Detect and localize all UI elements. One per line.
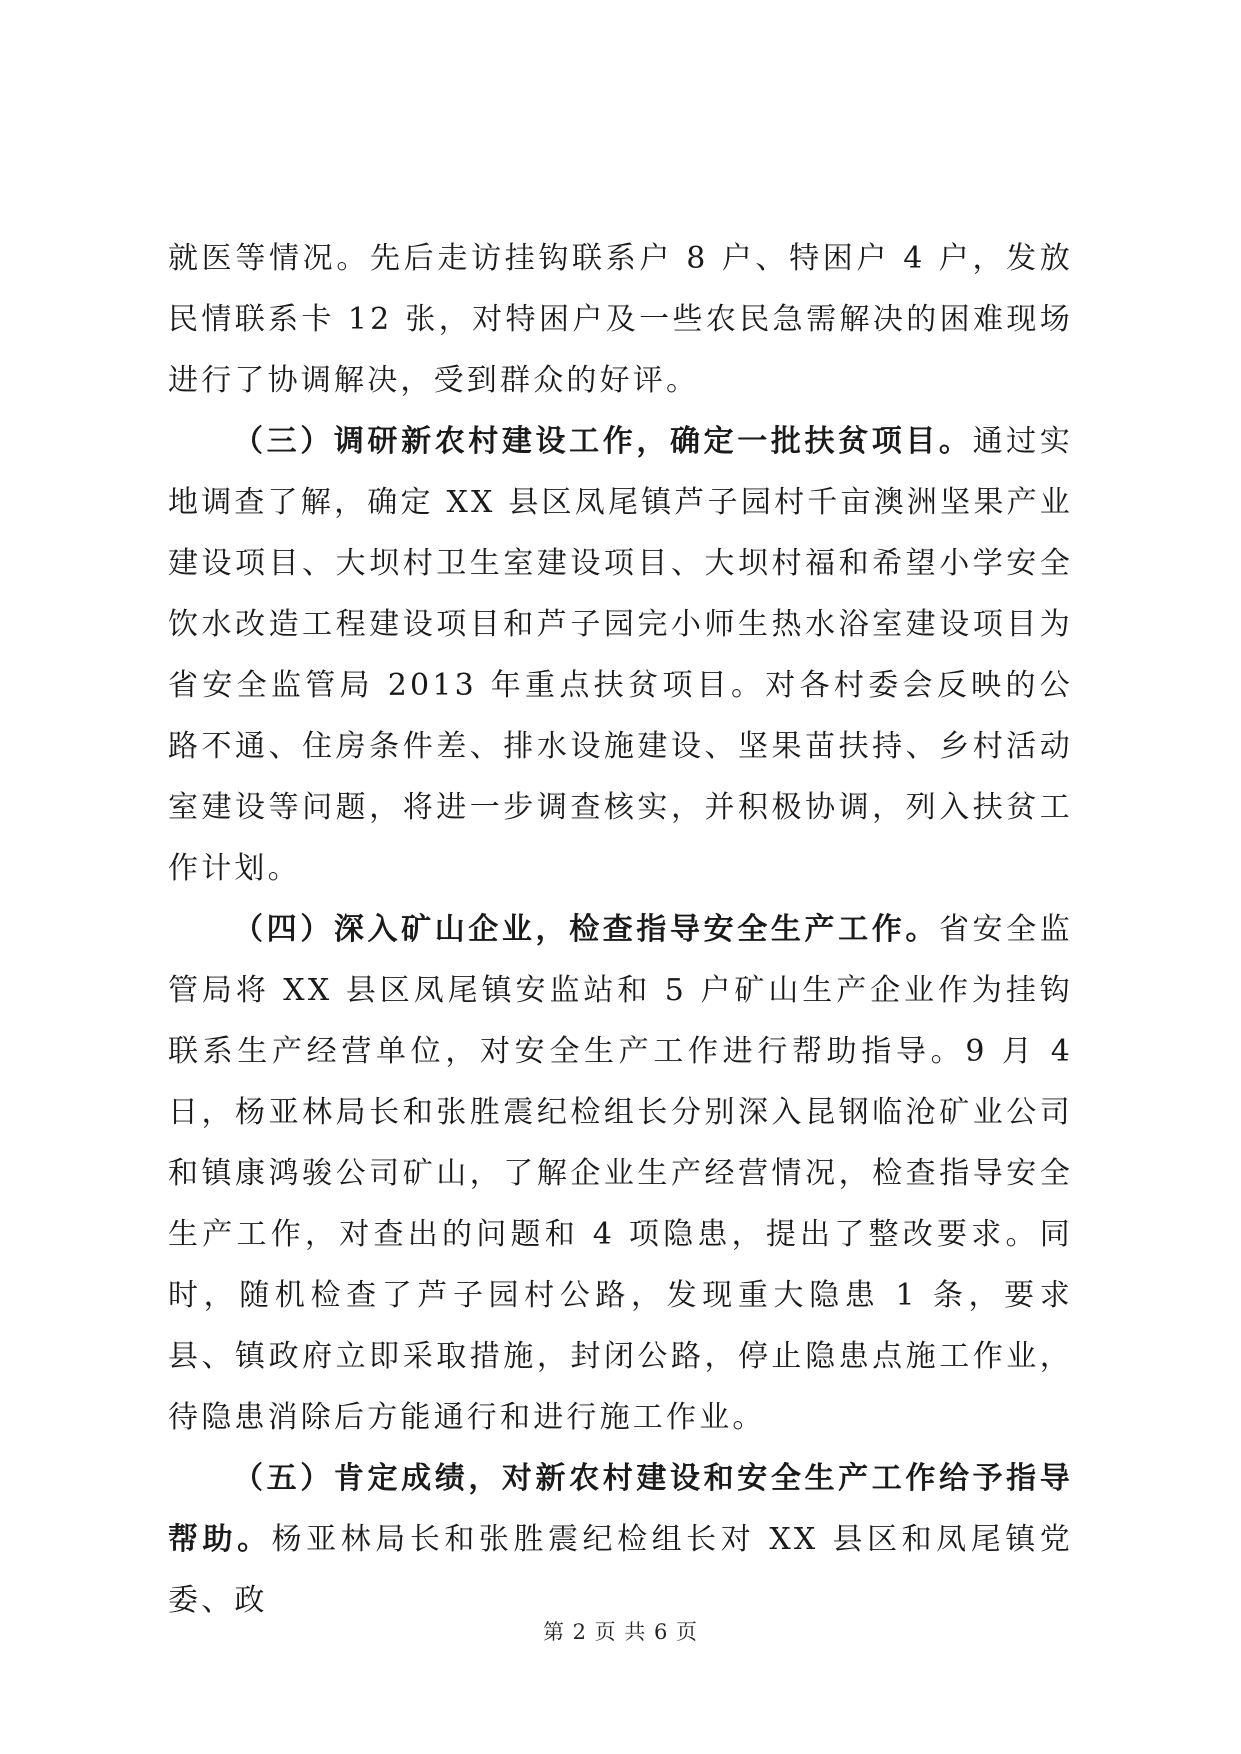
paragraph-3-heading: （四）深入矿山企业，检查指导安全生产工作。 xyxy=(233,912,939,947)
paragraph-1-text: 就医等情况。先后走访挂钩联系户 8 户、特困户 4 户，发放民情联系卡 12 张，对特困户及一些农民急需解决的困难现场进行了协调解决，受到群众的好评。 xyxy=(168,241,1073,398)
paragraph-4-heading: （五）肯定成绩，对新农村建设和安全生产工作给予指导帮助。 xyxy=(168,1461,1073,1557)
page-number-label: 第 2 页 共 6 页 xyxy=(542,1620,699,1644)
page-footer xyxy=(0,1616,1241,1646)
paragraph-3 xyxy=(168,899,1073,1448)
paragraph-4-text: 杨亚林局长和张胜震纪检组长对 XX 县区和凤尾镇党委、政 xyxy=(168,1522,1073,1618)
paragraph-2 xyxy=(168,411,1073,899)
paragraph-1 xyxy=(168,228,1073,411)
paragraph-2-text: 通过实地调查了解，确定 XX 县区凤尾镇芦子园村千亩澳洲坚果产业建设项目、大坝村卫生室建设项目、大坝村福和希望小学安全饮水改造工程建设项目和芦子园完小师生热水浴室建设项目为省安全监管局 2013 年重点扶贫项目。对各村委会反映的公路不通、住房条件差、排水设施建设、坚果苗扶持、乡村活动室建设等问题，将进一步调查核实，并积极协调，列入扶贫工作计划。 xyxy=(168,424,1073,886)
document-body xyxy=(168,228,1073,1631)
paragraph-2-heading: （三）调研新农村建设工作，确定一批扶贫项目。 xyxy=(233,424,973,459)
paragraph-4 xyxy=(168,1448,1073,1631)
paragraph-3-text: 省安全监管局将 XX 县区凤尾镇安监站和 5 户矿山生产企业作为挂钩联系生产经营单位，对安全生产工作进行帮助指导。9 月 4 日，杨亚林局长和张胜震纪检组长分别深入昆钢临沧矿业公司和镇康鸿骏公司矿山，了解企业生产经营情况，检查指导安全生产工作，对查出的问题和 4 项隐患，提出了整改要求。同时，随机检查了芦子园村公路，发现重大隐患 1 条，要求县、镇政府立即采取措施，封闭公路，停止隐患点施工作业，待隐患消除后方能通行和进行施工作业。 xyxy=(168,912,1073,1435)
